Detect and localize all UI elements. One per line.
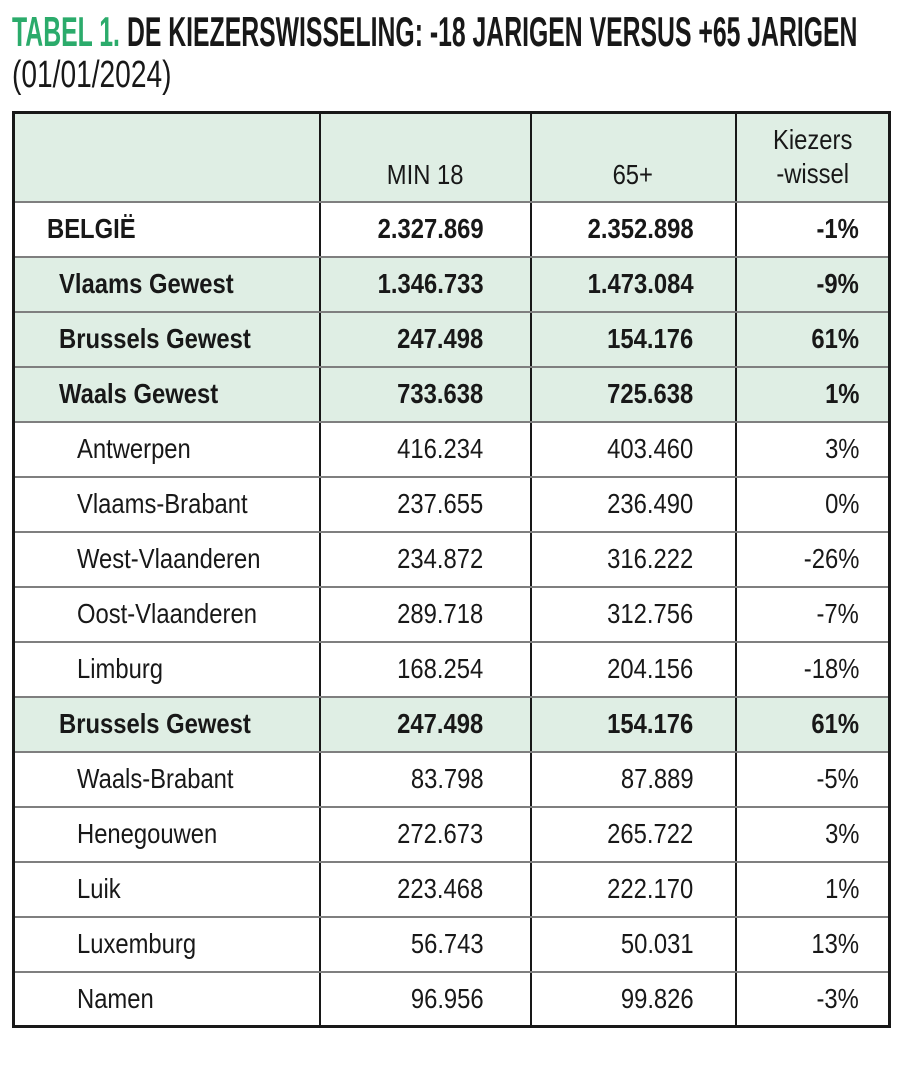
cell-65plus: 725.638 — [531, 367, 736, 422]
table-row — [14, 972, 890, 1027]
header-cell-min18 — [320, 113, 531, 202]
table-row — [14, 587, 890, 642]
page-subtitle-date: (01/01/2024) — [12, 54, 172, 96]
cell-65plus: 204.156 — [531, 642, 736, 697]
cell-label — [14, 312, 320, 367]
cell-65plus: 403.460 — [531, 422, 736, 477]
cell-kiezerswissel: 61% — [736, 312, 890, 367]
row-label: Vlaams Gewest — [59, 268, 234, 299]
cell-label — [14, 422, 320, 477]
table-row — [14, 202, 890, 257]
header-cell-65plus — [531, 113, 736, 202]
cell-label — [14, 367, 320, 422]
header-label: 65+ — [612, 158, 654, 190]
cell-65plus: 87.889 — [531, 752, 736, 807]
table-row — [14, 367, 890, 422]
table-row — [14, 422, 890, 477]
row-label: Waals Gewest — [59, 378, 219, 409]
cell-min18: 83.798 — [320, 752, 531, 807]
header-label: Kiezers -wissel — [772, 123, 852, 189]
cell-min18: 223.468 — [320, 862, 531, 917]
row-label: Limburg — [77, 653, 163, 684]
row-label: Brussels Gewest — [59, 323, 251, 354]
cell-65plus: 222.170 — [531, 862, 736, 917]
cell-label — [14, 587, 320, 642]
cell-kiezerswissel: -1% — [736, 202, 890, 257]
cell-kiezerswissel: -18% — [736, 642, 890, 697]
title-block — [0, 0, 900, 96]
cell-label — [14, 477, 320, 532]
cell-min18: 289.718 — [320, 587, 531, 642]
table-row — [14, 752, 890, 807]
row-label: Luik — [77, 873, 121, 904]
cell-label — [14, 532, 320, 587]
cell-min18: 56.743 — [320, 917, 531, 972]
cell-min18: 416.234 — [320, 422, 531, 477]
cell-min18: 247.498 — [320, 312, 531, 367]
header-cell-empty — [14, 113, 320, 202]
cell-65plus: 1.473.084 — [531, 257, 736, 312]
row-label: Oost-Vlaanderen — [77, 598, 257, 629]
cell-kiezerswissel: 3% — [736, 422, 890, 477]
table-header-row — [14, 113, 890, 202]
cell-label — [14, 642, 320, 697]
cell-min18: 237.655 — [320, 477, 531, 532]
row-label: Brussels Gewest — [59, 708, 251, 739]
cell-min18: 733.638 — [320, 367, 531, 422]
cell-65plus: 265.722 — [531, 807, 736, 862]
cell-kiezerswissel: -26% — [736, 532, 890, 587]
cell-label — [14, 697, 320, 752]
table-row — [14, 917, 890, 972]
cell-kiezerswissel: 1% — [736, 862, 890, 917]
cell-kiezerswissel: 61% — [736, 697, 890, 752]
page-subtitle-line — [12, 56, 900, 96]
cell-65plus: 154.176 — [531, 697, 736, 752]
table-row — [14, 642, 890, 697]
header-cell-kiezerswissel — [736, 113, 890, 202]
row-label: BELGIË — [47, 213, 136, 244]
kiezerswisseling-table — [12, 111, 891, 1028]
cell-min18: 234.872 — [320, 532, 531, 587]
cell-min18: 2.327.869 — [320, 202, 531, 257]
cell-65plus: 154.176 — [531, 312, 736, 367]
table-row — [14, 697, 890, 752]
cell-label — [14, 917, 320, 972]
cell-65plus: 2.352.898 — [531, 202, 736, 257]
cell-min18: 247.498 — [320, 697, 531, 752]
cell-label — [14, 257, 320, 312]
cell-min18: 168.254 — [320, 642, 531, 697]
cell-kiezerswissel: -7% — [736, 587, 890, 642]
table-row — [14, 257, 890, 312]
cell-kiezerswissel: 3% — [736, 807, 890, 862]
cell-kiezerswissel: -9% — [736, 257, 890, 312]
cell-65plus: 236.490 — [531, 477, 736, 532]
cell-min18: 1.346.733 — [320, 257, 531, 312]
cell-label — [14, 752, 320, 807]
cell-kiezerswissel: 0% — [736, 477, 890, 532]
row-label: Henegouwen — [77, 818, 218, 849]
cell-label — [14, 202, 320, 257]
row-label: Luxemburg — [77, 928, 197, 959]
table-row — [14, 312, 890, 367]
cell-kiezerswissel: -3% — [736, 972, 890, 1027]
cell-65plus: 99.826 — [531, 972, 736, 1027]
page-title: DE KIEZERSWISSELING: -18 JARIGEN VERSUS +65 JARIGEN — [126, 8, 858, 55]
cell-min18: 272.673 — [320, 807, 531, 862]
table-number-label: TABEL 1. — [12, 8, 120, 55]
cell-65plus: 316.222 — [531, 532, 736, 587]
row-label: Vlaams-Brabant — [77, 488, 248, 519]
cell-65plus: 312.756 — [531, 587, 736, 642]
cell-kiezerswissel: 13% — [736, 917, 890, 972]
table-row — [14, 477, 890, 532]
row-label: West-Vlaanderen — [77, 543, 261, 574]
cell-kiezerswissel: -5% — [736, 752, 890, 807]
page-title-line — [12, 10, 900, 56]
table-row — [14, 807, 890, 862]
cell-label — [14, 862, 320, 917]
table-row — [14, 862, 890, 917]
cell-kiezerswissel: 1% — [736, 367, 890, 422]
cell-65plus: 50.031 — [531, 917, 736, 972]
cell-label — [14, 972, 320, 1027]
row-label: Namen — [77, 982, 154, 1014]
cell-label — [14, 807, 320, 862]
table-row — [14, 532, 890, 587]
header-label: MIN 18 — [386, 158, 464, 190]
row-label: Waals-Brabant — [77, 763, 234, 794]
cell-min18: 96.956 — [320, 972, 531, 1027]
row-label: Antwerpen — [77, 433, 191, 464]
